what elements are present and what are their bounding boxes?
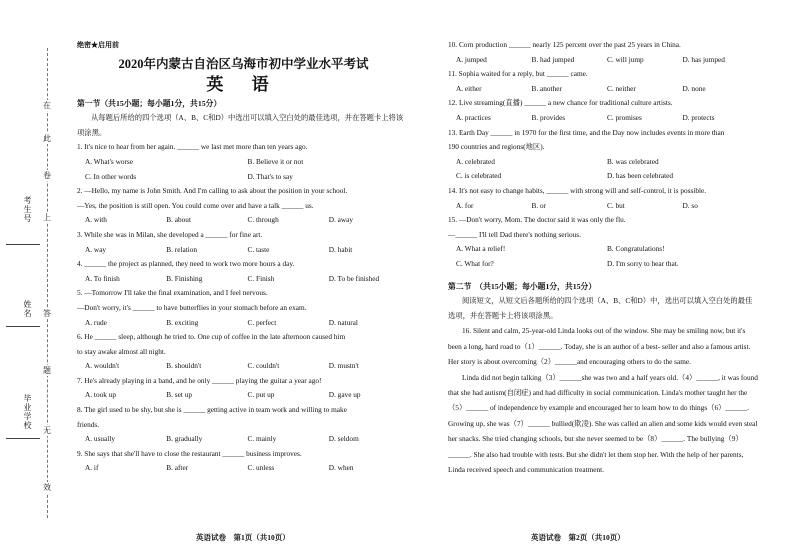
answer-option: A. practices [456,112,491,122]
question-stem: —Don't worry, it's ______ to have butterflies in your stomach before an exam. [77,302,307,312]
question-item [77,374,410,403]
answer-option: D. habit [328,244,353,254]
answer-option: B. provides [531,112,566,122]
answer-options [448,111,758,126]
answer-option: B. exciting [166,317,199,327]
answer-option: C. promises [607,112,642,122]
answer-option: B. after [166,463,189,473]
question-item [77,228,410,257]
question-stem: friends. [77,419,100,429]
cut-char: 上 [43,213,51,222]
answer-options [448,53,758,68]
answer-option: D. gave up [328,390,361,400]
answer-option: B. or [531,200,547,210]
question-stem: 3. While she was in Milan, she developed a ______ for fine art. [77,229,263,239]
name-line [6,326,40,327]
cut-char: 无 [43,426,51,435]
question-stem: 8. The girl used to be shy, but she is ______ getting active in team work and willing to make [77,405,347,415]
cut-char: 卷 [43,171,51,180]
answer-option: A. with [85,215,107,225]
page-footer-left: 英语试卷 第1页（共10页） [196,533,290,542]
answer-option: C. mainly [247,434,277,444]
answer-option: B. Finishing [166,273,203,283]
section-1-heading: 第一节（共15小题；每小题1分，共15分） [77,98,222,108]
cut-line [47,48,48,518]
question-stem: 1. It's nice to hear from her again. ______ we last met more than ten years ago. [77,142,308,152]
question-stem: 2. —Hello, my name is John Smith. And I'm calling to ask about the position in your school. [77,186,348,196]
answer-options [77,461,410,476]
answer-options [448,199,758,214]
question-stem: —______ I'll tell Dad there's nothing serious. [448,229,581,239]
passage-paragraph: 16. Silent and calm, 25-year-old Linda looks out of the window. She may be smiling now, but it's been a long, hard road to（1）______. Today, she is an author of a best- seller and also a famous artist. Her story is about overcoming（2）______and encouraging others to do the same. [448,326,751,367]
page-footer-right: 英语试卷 第2页（共10页） [531,533,625,542]
answer-option: A. What's worse [85,156,133,166]
question-stem: 13. Earth Day ______ in 1970 for the first time, and the Day now includes events in more than [448,127,725,137]
answer-option: B. another [531,83,562,93]
answer-option: D. That's to say [247,171,293,181]
question-item [77,403,410,447]
answer-option: C. Finish [247,273,275,283]
cut-char: 此 [43,134,51,143]
school-label: 毕业学校 [23,394,32,430]
right-page [448,38,758,477]
question-stem: —Yes, the position is still open. You could come over and have a talk ______ us. [77,200,314,210]
question-item [77,286,410,330]
question-item [448,38,758,67]
answer-options [77,432,410,447]
question-stem: 6. He ______ sleep, although he tried to. One cup of coffee in the late afternoon caused him [77,332,346,342]
question-item [77,140,410,184]
answer-options [448,155,758,184]
answer-option: A. wouldn't [85,361,120,371]
answer-option: D. none [682,83,706,93]
answer-option: D. when [328,463,354,473]
answer-option: A. rude [85,317,107,327]
answer-option: A. way [85,244,107,254]
cut-char: 效 [43,483,51,492]
name-label: 姓名 [23,300,32,318]
question-stem: 14. It's not easy to change habits, ______ with strong will and self-control, it is possible. [448,185,707,195]
answer-option: D. has jumped [682,54,725,64]
question-stem: 5. —Tomorrow I'll take the final examination, and I feel nervous. [77,288,268,298]
school-line [6,438,40,439]
answer-options [77,272,410,287]
answer-option: D. I'm sorry to hear that. [607,258,679,268]
answer-option: C. neither [607,83,636,93]
answer-option: B. was celebrated [607,156,659,166]
answer-option: A. celebrated [456,156,495,166]
question-item [448,67,758,96]
answer-option: B. relation [166,244,198,254]
answer-options [77,213,410,228]
binding-margin [0,0,58,560]
question-stem: 15. —Don't worry, Mom. The doctor said it was only the flu. [448,215,626,225]
question-stem: 4. ______ the project as planned, they need to work two more hours a day. [77,259,295,269]
examinee-number-line [6,244,40,245]
answer-option: A. either [456,83,482,93]
question-item [77,184,410,228]
answer-option: C. perfect [247,317,277,327]
answer-option: C. couldn't [247,361,280,371]
answer-option: B. shouldn't [166,361,202,371]
answer-option: B. gradually [166,434,203,444]
question-item [448,126,758,184]
confidential-mark: 绝密★启用前 [77,41,119,49]
cut-char: 答 [43,309,51,318]
answer-option: A. if [85,463,99,473]
answer-option: D. away [328,215,354,225]
question-list [448,38,758,272]
answer-options [448,82,758,97]
question-stem: 190 countries and regions(地区). [448,142,545,152]
question-item [448,96,758,125]
question-item [448,213,758,271]
answer-option: C. put up [247,390,275,400]
answer-option: A. usually [85,434,115,444]
question-stem: 11. Sophia waited for a reply, but ______ came. [448,69,588,79]
answer-option: C. but [607,200,625,210]
answer-option: D. protects [682,112,715,122]
answer-option: C. will jump [607,54,644,64]
exam-title: 2020年内蒙古自治区乌海市初中学业水平考试 [118,56,369,71]
section-2-heading: 第二节 （共15小题；每小题1分，共15分） [448,281,597,291]
answer-option: D. natural [328,317,358,327]
answer-option: D. so [682,200,698,210]
question-stem: 9. She says that she'll have to close the restaurant ______ business improves. [77,448,302,458]
section-2-instructions: 阅读短文，从短文后各题所给的四个选项（A、B、C和D）中，选出可以填入空白处的最佳选项，并在答题卡上将该项涂黑。 [448,296,753,320]
answer-option: B. Congratulations! [607,244,665,254]
answer-options [77,243,410,258]
answer-option: C. taste [247,244,270,254]
answer-options [448,242,758,271]
answer-option: D. To be finished [328,273,380,283]
answer-options [77,155,410,184]
answer-option: A. for [456,200,474,210]
answer-option: A. jumped [456,54,487,64]
question-item [77,447,410,476]
answer-option: A. took up [85,390,117,400]
question-item [77,257,410,286]
answer-option: C. through [247,215,279,225]
answer-option: C. In other words [85,171,137,181]
answer-option: D. seldom [328,434,359,444]
cut-char: 在 [43,101,51,110]
answer-options [77,359,410,374]
section-1-instructions: 从每题后所给的四个选项（A、B、C和D）中选出可以填入空白处的最佳选项，并在答题卡上将该项涂黑。 [77,113,404,137]
question-item [77,330,410,374]
question-stem: 7. He's already playing in a band, and he only ______ playing the guitar a year ago! [77,375,322,385]
question-stem: 12. Live streaming(直播) ______ a new chance for traditional culture artists. [448,98,673,108]
answer-option: D. has been celebrated [607,171,674,181]
answer-options [77,316,410,331]
answer-option: B. set up [166,390,192,400]
answer-option: A. To finish [85,273,120,283]
examinee-number-label: 考生号 [23,196,32,223]
answer-option: B. Believe it or not [247,156,304,166]
subject-title: 英 语 [206,74,281,94]
cut-char: 题 [43,366,51,375]
question-stem: to stay awake almost all night. [77,346,166,356]
answer-option: B. had jumped [531,54,575,64]
answer-options [77,388,410,403]
answer-option: A. What a relief! [456,244,506,254]
passage-paragraph: Linda did not begin talking（3）______she was two and a half years old.（4）______, it was found that she had autism(自闭症) and had difficulty in social communication. Linda's mother taught her the（5）______ of independence by example and encouraged her to learn how to do things（6）______. Growing up, she was（7）______ bullied(欺凌). She was called an alien and some kids would even steal her snacks. She tried changing schools, but she never seemed to be（8）______. The bullying（9）______. She also had trouble with tests. But she didn't let them stop her. With the help of her parents, Linda received speech and communication treatment. [448,372,758,474]
answer-option: C. What for? [456,258,494,268]
left-page [77,38,410,476]
answer-option: D. mustn't [328,361,359,371]
answer-option: C. is celebrated [456,171,502,181]
answer-option: B. about [166,215,191,225]
question-list [77,140,410,476]
answer-option: C. unless [247,463,275,473]
question-stem: 10. Corn production ______ nearly 125 percent over the past 25 years in China. [448,40,681,49]
question-item [448,184,758,213]
